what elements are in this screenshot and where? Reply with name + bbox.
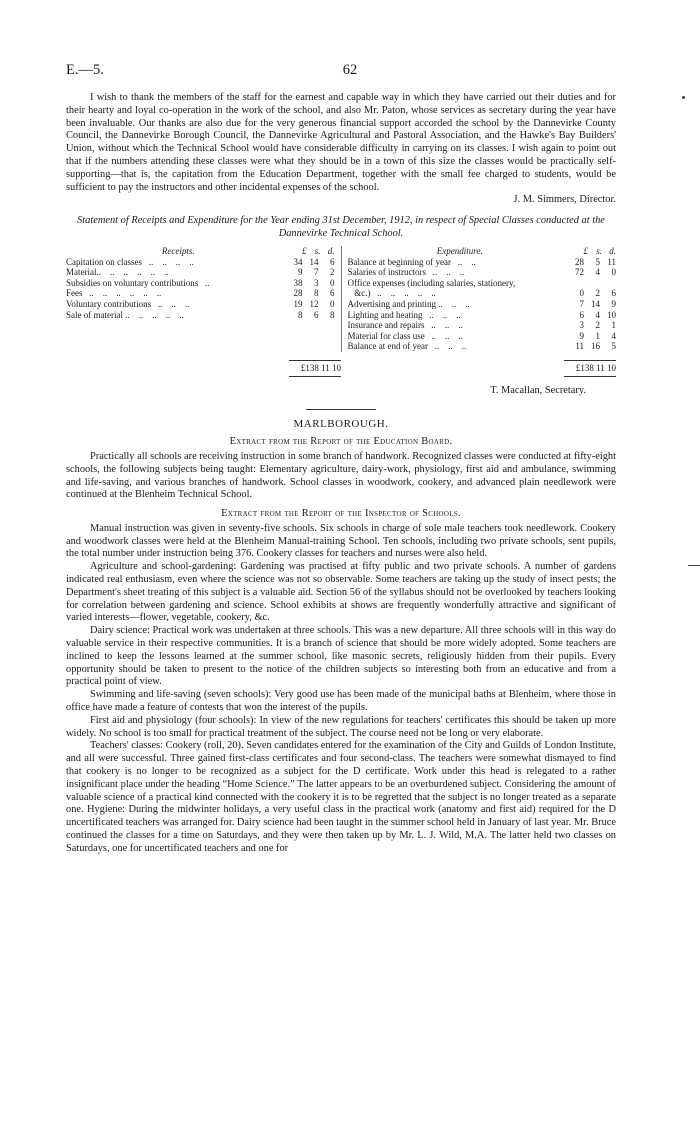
expenditure-row-amount-pence: 11: [607, 256, 616, 267]
board-report-heading: Extract from the Report of the Education Board.: [229, 436, 453, 448]
receipt-row-amount-pence: 8: [330, 309, 335, 320]
expenditure-row-amount-pounds: 3: [579, 320, 584, 331]
receipt-row-amount: [287, 310, 335, 321]
receipt-row-amount-pounds: 8: [298, 309, 303, 320]
receipts-rows: [66, 257, 335, 321]
expenditure-row: [348, 320, 617, 331]
expenditure-row-amount-pence: [602, 278, 616, 289]
expenditure-row-amount: [568, 331, 616, 342]
expenditure-row-amount-pence: 9: [611, 298, 616, 309]
section-heading: MARLBOROUGH.: [293, 418, 389, 431]
expenditure-row: [348, 267, 617, 278]
receipt-row-amount-pounds: 19: [293, 298, 303, 309]
expenditure-row-amount-shillings: 16: [591, 341, 600, 352]
inspector-report-paragraph: Agriculture and school-gardening: Gardening was practised at fifty public and two private schools. A number of gardens indicated real enthusiasm, even where the science was not so observable. Some teachers are taking up the study of insect pests; the Department's sheet treating of this subject is a valuable aid. Section 56 of the syllabus should not be overlooked by teachers looking for correlation between gardening and science. School exhibits at shows are frequently wonderfully attractive and significant of varied interests—flower, vegetable, cookery, &c.: [66, 561, 616, 624]
inspector-report-paragraphs: [66, 523, 616, 856]
expenditure-row-amount-pounds: 0: [579, 288, 584, 299]
receipt-row-amount-shillings: 14: [309, 256, 319, 267]
expenditure-row-amount-pounds: 7: [579, 298, 584, 309]
inspector-report-heading: Extract from the Report of the Inspector of Schools.: [221, 508, 461, 520]
expenditure-row-label: Balance at end of year .. .. ..: [347, 341, 467, 352]
expenditure-row-amount: [568, 341, 616, 352]
receipt-row: [66, 288, 335, 299]
expenditure-row: [348, 310, 617, 321]
document-reference: E.—5.: [66, 62, 104, 78]
receipt-row-amount: [287, 299, 335, 310]
expenditure-row-amount-pence: 10: [607, 309, 616, 320]
receipts-header: Receipts.: [161, 245, 195, 256]
expenditure-row: [348, 341, 617, 352]
inspector-report-paragraph: Swimming and life-saving (seven schools): Very good use has been made of the municipal baths at Blenheim, where those in office have made a feature of contests that won the interest of the pupils.: [66, 689, 616, 714]
statement-title: Statement of Receipts and Expenditure for the Year ending 31st December, 1912, in respect of Special Classes conducted at the Dannevirke Technical School.: [77, 215, 605, 239]
expenditure-row-amount-pence: 6: [611, 288, 616, 299]
receipt-row: [66, 267, 335, 278]
receipts-column: [66, 246, 342, 352]
receipt-row-amount-pounds: 28: [293, 288, 303, 299]
expenditure-row-amount-pounds: 72: [575, 267, 584, 278]
receipt-row: [66, 299, 335, 310]
expenditure-row-amount: [568, 278, 616, 289]
expenditure-row-amount-pounds: 11: [575, 341, 584, 352]
expenditure-row-amount-pence: 0: [611, 267, 616, 278]
expenditure-row: [348, 299, 617, 310]
expenditure-row-amount-pounds: [568, 278, 584, 289]
expenditure-rows: [348, 257, 617, 352]
expenditure-row-amount-pence: 4: [611, 330, 616, 341]
receipt-row-amount-shillings: 3: [314, 277, 319, 288]
expenditure-row-label: Advertising and printing .. .. ..: [347, 298, 470, 309]
inspector-report-paragraph: First aid and physiology (four schools): In view of the new regulations for teachers' certificates this should be taken up more widely. No school is too small for practical treatment of the subject. The course need not be long or very elaborate.: [66, 714, 616, 739]
page-body: [66, 92, 616, 856]
expenditure-row-amount-shillings: 4: [595, 267, 600, 278]
section-divider: [306, 409, 376, 410]
totals-row: [66, 360, 616, 377]
expenditure-row: [348, 331, 617, 342]
expenditure-row-amount-pounds: 9: [579, 330, 584, 341]
expenditure-row-amount-shillings: 2: [595, 320, 600, 331]
expenditure-row-amount: [568, 288, 616, 299]
expenditure-row-amount-shillings: 1: [595, 330, 600, 341]
receipt-row-label: Voluntary contributions .. .. ..: [66, 298, 190, 309]
page-header: [66, 62, 634, 78]
receipt-row-amount-shillings: 8: [314, 288, 319, 299]
receipt-row-amount: [287, 257, 335, 268]
secretary-signature: T. Macallan, Secretary.: [490, 384, 586, 396]
expenditure-row-amount-pence: 1: [611, 320, 616, 331]
expenditure-row-label: &c.) .. .. .. .. ..: [347, 288, 436, 299]
receipt-row-amount-pence: 2: [330, 267, 335, 278]
expenditure-row-amount: [568, 267, 616, 278]
currency-header: £ s. d.: [583, 245, 616, 256]
expenditure-row-amount-shillings: 2: [595, 288, 600, 299]
expenditure-total: £138 11 10: [564, 360, 616, 377]
receipt-row-label: Sale of material .. .. .. .. ..: [66, 309, 184, 320]
receipt-row-amount: [287, 278, 335, 289]
receipt-row-amount-pence: 0: [330, 277, 335, 288]
inspector-report-paragraph: Teachers' classes: Cookery (roll, 20). Seven candidates entered for the examination of the City and Guilds of London Institute, and all were successful. Three gained first-class certificates and four second-class. The teachers were somewhat dismayed to find that cookery is no longer to be recognized as a subject for the D certificate. Work under this head is relegated to a rather insignificant place under the heading “Home Science.” The latter appears to be an overburdened subject. Considering the amount of valuable science of a practical kind connected with the cookery it is to be regretted that the subject is no longer treated as a separate one. Hygiene: During the midwinter holidays, a very useful class in the practical work (anatomy and first aid) required for the D uncertificated teachers was arranged for. Dairy science had been taught in the summer school held in January of last year. Mr. Bruce continued the classes for a time on Saturdays, and they were then taken up by Mr. L. J. Wild, M.A. The latter held two classes on Saturdays, one for uncertificated teachers and one for: [66, 740, 616, 854]
currency-header: £ s. d.: [302, 245, 335, 256]
expenditure-row-amount-pounds: 6: [579, 309, 584, 320]
thanks-paragraph: I wish to thank the members of the staff for the earnest and capable way in which they have carried out their duties and for their hearty and loyal co-operation in the work of the school, and also Mr. Paton, whose services as secretary during the year have been invaluable. Our thanks are also due for the very generous financial support accorded the school by the Dannevirke County Council, the Dannevirke Borough Council, the Dannevirke Agricultural and Pastoral Association, and the Hawke's Bay Builders' Union, without which the Technical School would have considerable difficulty in carrying on its classes. I wish again to point out that if the numbers attending these classes were what they should be in a town of this size the classes would be practically self-supporting—that is, the capitation from the Education Department, together with the small fee charged to students, would be sufficient to pay the instructors and other incidental expenses of the school.: [66, 92, 616, 193]
expenditure-row-label: Balance at beginning of year .. ..: [347, 256, 476, 267]
expenditure-row-amount-pence: 5: [611, 341, 616, 352]
receipt-row-amount-pence: 6: [330, 256, 335, 267]
expenditure-row-label: Lighting and heating .. .. ..: [347, 309, 461, 320]
expenditure-row-amount-shillings: 14: [591, 298, 600, 309]
expenditure-row-label: Insurance and repairs .. .. ..: [347, 320, 463, 331]
receipt-row-amount-pence: 0: [330, 298, 335, 309]
receipt-row: [66, 257, 335, 268]
expenditure-column: [342, 246, 617, 352]
director-signature: J. M. Simmers, Director.: [513, 194, 616, 206]
receipt-row-amount-pounds: 38: [293, 277, 303, 288]
expenditure-row-label: Material for class use .. .. ..: [347, 330, 463, 341]
receipt-row-label: Capitation on classes .. .. .. ..: [66, 256, 194, 267]
margin-dash-mark: [688, 565, 700, 566]
inspector-report-paragraph: Manual instruction was given in seventy-five schools. Six schools in charge of sole male teachers took needlework. Cookery and woodwork classes were held at the Blenheim Manual-training School. Ten schools, including two private schools, sent pupils, the total number under instruction being 376. Cookery classes for teachers and nurses were also held.: [66, 522, 616, 560]
expenditure-row: [348, 278, 617, 289]
receipt-row-amount-shillings: 6: [314, 309, 319, 320]
inspector-report-paragraph: Dairy science: Practical work was undertaken at three schools. This was a new departure. All three schools will in this way do valuable service in their respective communities. It is a branch of science that should be more widely adopted. Some teachers are inclined to keep the lessons learned at the summer school, like masonic secrets, religiously hidden from their pupils. Every opportunity should be taken to present to the notice of the children subjects so interesting both from an educative and from a practical point of view.: [66, 625, 616, 688]
expenditure-row: [348, 288, 617, 299]
expenditure-header: Expenditure.: [436, 245, 483, 256]
expenditure-row-amount-shillings: 5: [595, 256, 600, 267]
receipt-row-amount-pounds: 34: [293, 256, 303, 267]
receipt-row: [66, 310, 335, 321]
receipt-row-amount-shillings: 7: [314, 267, 319, 278]
expenditure-row-amount: [568, 310, 616, 321]
receipt-row-amount: [287, 267, 335, 278]
receipt-row-amount-pounds: 9: [298, 267, 303, 278]
page-number: 62: [342, 62, 358, 78]
expenditure-row-amount-shillings: 4: [595, 309, 600, 320]
expenditure-row-amount-shillings: [586, 278, 600, 289]
board-report-paragraph: Practically all schools are receiving instruction in some branch of handwork. Recognized classes were conducted at fifty-eight schools, the following subjects being taught: Elementary agriculture, dairy-work, physiology, first aid and ambulance, swimming and life-saving, and various branches of handwork. School classes in woodwork, cookery, and advanced plain needlework were continued at the Blenheim Technical School.: [66, 450, 616, 501]
receipt-row-label: Fees .. .. .. .. .. ..: [66, 288, 162, 299]
expenditure-row: [348, 257, 617, 268]
receipts-total: £138 11 10: [289, 360, 341, 377]
expenditure-row-amount: [568, 299, 616, 310]
expenditure-row-amount-pounds: 28: [575, 256, 584, 267]
expenditure-row-label: Office expenses (including salaries, stationery,: [347, 277, 516, 288]
receipt-row-label: Subsidies on voluntary contributions ..: [66, 277, 210, 288]
receipt-row-amount: [287, 288, 335, 299]
statement-table: [66, 246, 616, 377]
expenditure-row-amount: [568, 257, 616, 268]
receipt-row-amount-shillings: 12: [309, 298, 319, 309]
expenditure-row-amount: [568, 320, 616, 331]
receipt-row: [66, 278, 335, 289]
receipt-row-amount-pence: 6: [330, 288, 335, 299]
expenditure-row-label: Salaries of instructors .. .. ..: [347, 267, 465, 278]
margin-dot-mark: [682, 96, 685, 99]
receipt-row-label: Material.. .. .. .. .. ..: [66, 267, 169, 278]
